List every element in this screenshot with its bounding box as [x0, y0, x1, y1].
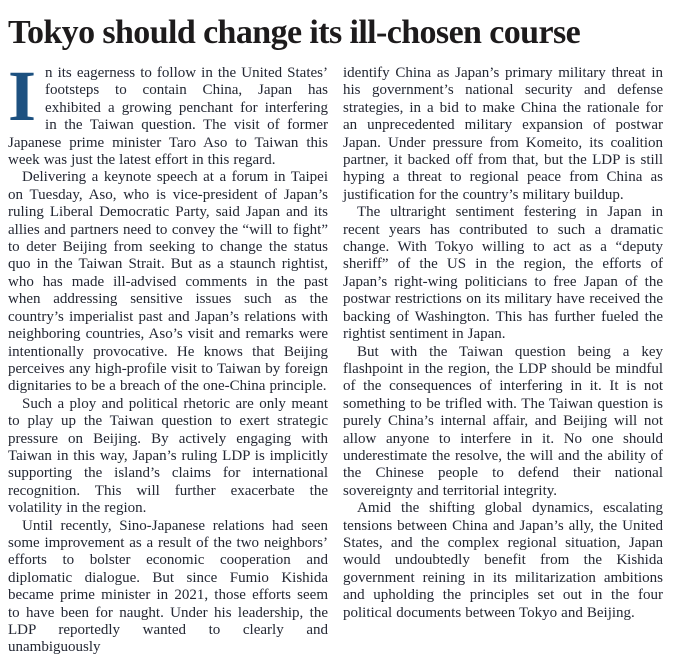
- paragraph: The ultraright sentiment festering in Japan in recent years has contributed to such a dramatic change. With Tokyo willing to act as a “deputy sheriff” of the US in the region, the efforts of Japan’s right-wing politicians to free Japan of the postwar restrictions on its military have received the backing of Washington. This has further fueled the rightist sentiment in Japan.: [343, 204, 663, 343]
- article-columns: [8, 56, 663, 657]
- paragraph: Delivering a keynote speech at a forum in Taipei on Tuesday, Aso, who is vice-president of Japan’s ruling Liberal Democratic Party, said Japan and its allies and partners need to convey the “will to fight” to deter Beijing from seeking to change the status quo in the Taiwan Strait. But as a staunch rightist, who has made ill-advised comments in the past when addressing sensitive issues such as the country’s imperialist past and Japan’s relations with neighboring countries, Aso’s visit and remarks were intentionally provocative. He knows that Beijing perceives any high-profile visit to Taiwan by foreign dignitaries to be a breach of the one-China principle.: [8, 169, 328, 395]
- paragraph: Such a ploy and political rhetoric are only meant to play up the Taiwan question to exert strategic pressure on Beijing. By actively engaging with Taiwan in this way, Japan’s ruling LDP is implicitly supporting the island’s claims for international recognition. This will further exacerbate the volatility in the region.: [8, 395, 328, 517]
- paragraph-lead: [8, 56, 328, 169]
- drop-cap-letter: I: [8, 56, 37, 136]
- column-left: [8, 56, 328, 657]
- paragraph: But with the Taiwan question being a key flashpoint in the region, the LDP should be mindful of the consequences of interfering in it. It is not something to be trifled with. The Taiwan question is purely China’s internal affair, and Beijing will not allow anyone to interfere in it. No one should underestimate the resolve, the will and the ability of the Chinese people to defend their national sovereignty and territorial integrity.: [343, 343, 663, 499]
- paragraph-continuation: identify China as Japan’s primary military threat in his government’s national security and defense strategies, in a bid to make China the rationale for an unprecedented military expansion of postwar Japan. Under pressure from Komeito, its coalition partner, it backed off from that, but the LDP is still hyping a threat to regional peace from China as justification for the country’s military buildup.: [343, 65, 663, 203]
- article-headline: Tokyo should change its ill-chosen course: [8, 14, 581, 51]
- paragraph: Until recently, Sino-Japanese relations had seen some improvement as a result of the two neighbors’ efforts to bolster economic cooperation and diplomatic dialogue. But since Fumio Kishida became prime minister in 2021, those efforts seem to have been for naught. Under his leadership, the LDP reportedly wanted to clearly and unambiguously: [8, 517, 328, 656]
- paragraph-lead-text: n its eagerness to follow in the United States’ footsteps to contain China, Japan has exhibited a growing penchant for interfering in the Taiwan question. The visit of former Japanese prime minister Taro Aso to Taiwan this week was just the latest effort in this regard.: [8, 65, 328, 169]
- paragraph: Amid the shifting global dynamics, escalating tensions between China and Japan’s ally, the United States, and the complex regional situation, Japan would undoubtedly benefit from the Kishida government reining in its militarization ambitions and upholding the principles set out in the four political documents between Tokyo and Beijing.: [343, 500, 663, 621]
- column-right: [343, 65, 663, 657]
